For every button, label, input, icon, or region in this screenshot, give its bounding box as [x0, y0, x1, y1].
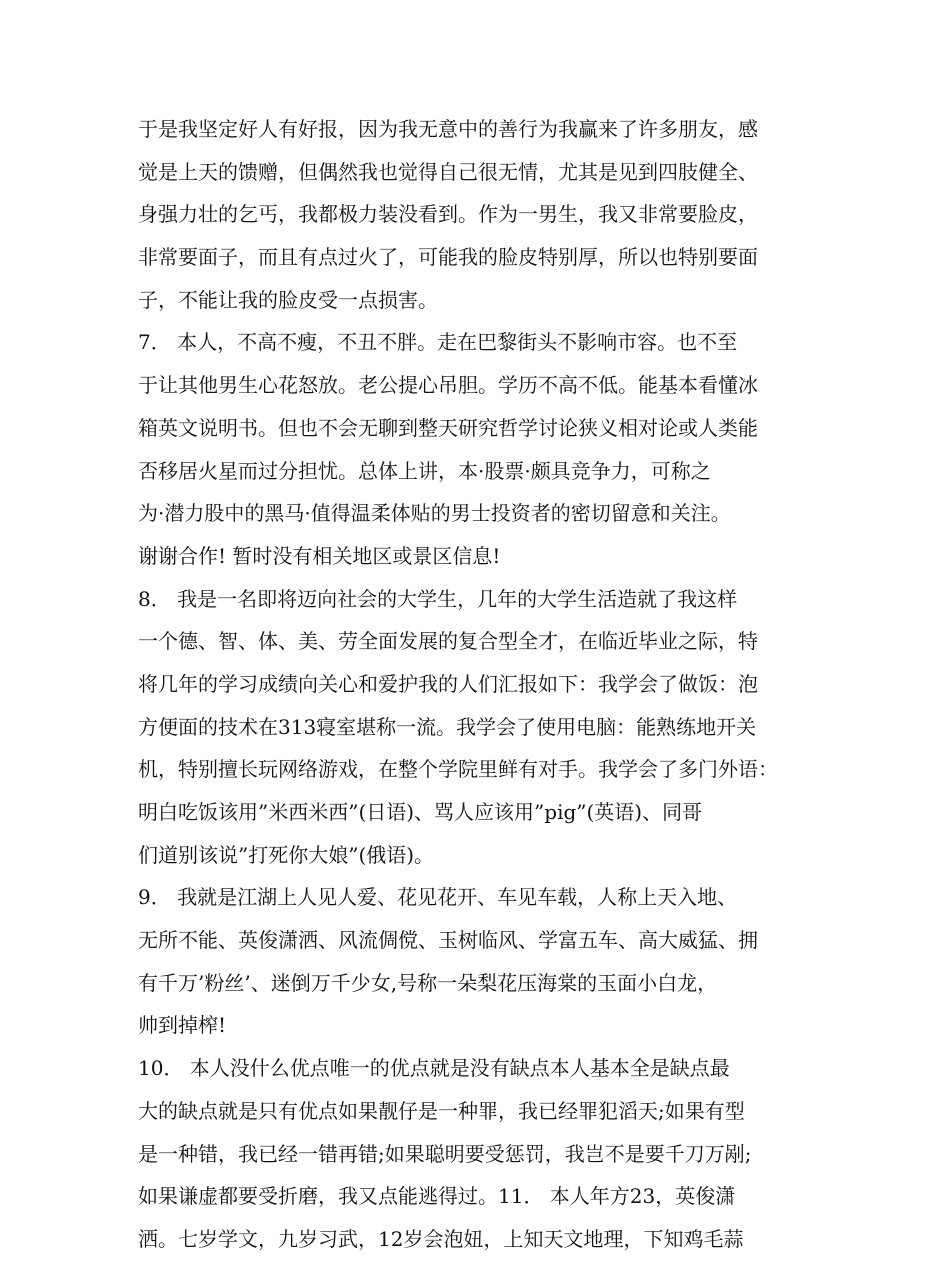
- text-line: 一个德、智、体、美、劳全面发展的复合型全才，在临近毕业之际，特: [138, 629, 758, 654]
- text-line: 谢谢合作! 暂时没有相关地区或景区信息!: [138, 543, 501, 568]
- text-line: 8． 我是一名即将迈向社会的大学生，几年的大学生活造就了我这样: [138, 586, 738, 611]
- text-line: 身强力壮的乞丐，我都极力装没看到。作为一男生，我又非常要脸皮，: [138, 202, 758, 227]
- text-line: 是一种错，我已经一错再错;如果聪明要受惩罚，我岂不是要千刀万剐;: [138, 1141, 752, 1166]
- text-line: 们道别该说”打死你大娘”(俄语)。: [138, 842, 435, 867]
- text-line: 7． 本人，不高不瘦，不丑不胖。走在巴黎街头不影响市容。也不至: [138, 330, 738, 355]
- text-line: 觉是上天的馈赠，但偶然我也觉得自己很无情，尤其是见到四肢健全、: [138, 159, 758, 184]
- text-line: 子，不能让我的脸皮受一点损害。: [138, 287, 438, 312]
- text-line: 大的缺点就是只有优点如果靓仔是一种罪，我已经罪犯滔天;如果有型: [138, 1098, 745, 1123]
- text-line: 如果谦虚都要受折磨，我又点能逃得过。11． 本人年方23，英俊潇: [138, 1184, 736, 1209]
- document-body: [138, 108, 818, 1261]
- text-line: 10． 本人没什么优点唯一的优点就是没有缺点本人基本全是缺点最: [138, 1056, 730, 1081]
- text-line: 机，特别擅长玩网络游戏，在整个学院里鲜有对手。我学会了多门外语：: [138, 757, 778, 782]
- text-line: 为·潜力股中的黑马·值得温柔体贴的男士投资者的密切留意和关注。: [138, 501, 731, 526]
- text-line: 无所不能、英俊潇洒、风流倜傥、玉树临风、学富五车、高大威猛、拥: [138, 928, 758, 953]
- text-line: 箱英文说明书。但也不会无聊到整天研究哲学讨论狭义相对论或人类能: [138, 415, 758, 440]
- text-line: 于是我坚定好人有好报，因为我无意中的善行为我赢来了许多朋友，感: [138, 117, 758, 141]
- text-line: 洒。七岁学文，九岁习武，12岁会泡妞，上知天文地理，下知鸡毛蒜: [138, 1226, 744, 1251]
- text-line: 否移居火星而过分担忧。总体上讲，本·股票·颇具竞争力，可称之: [138, 458, 711, 483]
- text-line: 将几年的学习成绩向关心和爱护我的人们汇报如下：我学会了做饭：泡: [138, 671, 758, 696]
- text-line: 明白吃饭该用”米西米西”(日语)、骂人应该用”pig”(英语)、同哥: [138, 800, 703, 824]
- text-line: 方便面的技术在313寝室堪称一流。我学会了使用电脑：能熟练地开关: [138, 714, 757, 739]
- text-line: 非常要面子，而且有点过火了，可能我的脸皮特别厚，所以也特别要面: [138, 245, 758, 270]
- text-line: 有千万’粉丝’、迷倒万千少女,号称一朵梨花压海棠的玉面小白龙，: [138, 970, 718, 995]
- text-line: 9． 我就是江湖上人见人爱、花见花开、车见车载，人称上天入地、: [138, 885, 738, 910]
- text-line: 帅到掉榨!: [138, 1013, 227, 1038]
- text-line: 于让其他男生心花怒放。老公提心吊胆。学历不高不低。能基本看懂冰: [138, 373, 758, 398]
